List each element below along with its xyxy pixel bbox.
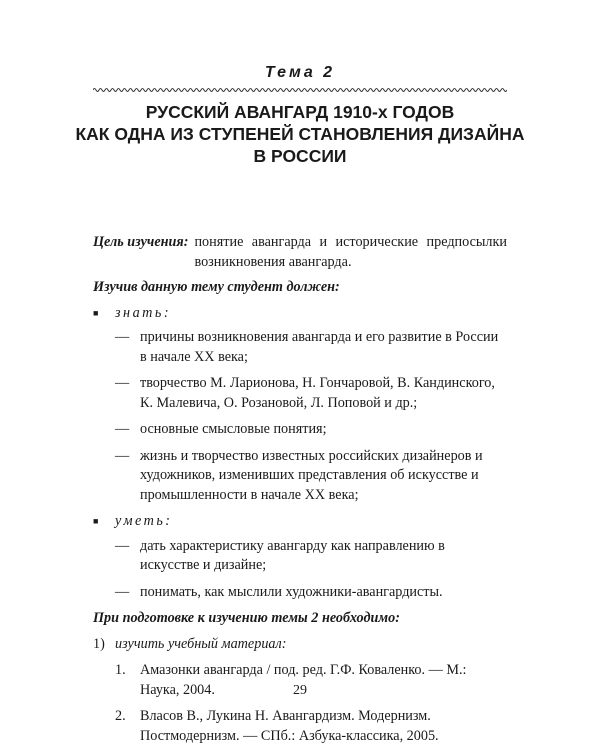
list-item <box>115 374 507 413</box>
title-line: В РОССИИ <box>253 146 347 166</box>
dash-icon: — <box>115 447 130 464</box>
page-number: 29 <box>293 683 307 698</box>
dash-icon: — <box>115 583 130 600</box>
goal-label: Цель изучения: <box>93 234 189 250</box>
know-label: знать: <box>115 304 172 321</box>
dash-icon: — <box>115 421 130 437</box>
wavy-divider <box>93 86 507 94</box>
list-item <box>115 537 507 576</box>
dash-icon: — <box>115 329 130 345</box>
dash-icon: — <box>115 375 130 391</box>
know-bullet <box>93 304 507 324</box>
reference-item <box>115 707 507 746</box>
able-label: уметь: <box>115 513 173 529</box>
reference-text: Власов В., Лукина Н. Авангардизм. Модернизм. Постмодернизм. — СПб.: Азбука-классика, 2005. <box>140 708 439 744</box>
content-body <box>93 233 507 753</box>
step-number: 1) <box>93 635 105 652</box>
list-item-text: причины возникновения авангарда и его развитие в России в начале XX века; <box>140 329 499 365</box>
dash-icon: — <box>115 537 130 554</box>
list-item-text: понимать, как мыслили художники-авангардисты. <box>140 583 443 600</box>
topic-label: Тема 2 <box>264 64 336 81</box>
list-item <box>115 328 507 367</box>
able-bullet <box>93 512 507 532</box>
list-item-text: жизнь и творчество известных российских дизайнеров и художников, изменивших представления об искусстве и промышленности в начале XX века; <box>140 447 483 503</box>
study-heading: Изучив данную тему студент должен: <box>93 279 340 295</box>
square-bullet-icon: ■ <box>93 307 99 318</box>
list-item <box>115 583 507 603</box>
prep-heading: При подготовке к изучению темы 2 необходимо: <box>93 610 400 626</box>
reference-number: 2. <box>115 708 126 724</box>
step-text: изучить учебный материал: <box>115 635 287 652</box>
list-item-text: дать характеристику авангарду как направлению в искусстве и дизайне; <box>140 537 445 573</box>
reference-number: 1. <box>115 662 126 678</box>
title-line: РУССКИЙ АВАНГАРД 1910-х ГОДОВ <box>145 102 455 122</box>
list-item <box>115 447 507 506</box>
page-title <box>60 101 540 167</box>
prep-step <box>93 635 507 655</box>
title-line: КАК ОДНА ИЗ СТУПЕНЕЙ СТАНОВЛЕНИЯ ДИЗАЙНА <box>75 124 525 144</box>
square-bullet-icon: ■ <box>93 516 99 526</box>
list-item-text: творчество М. Ларионова, Н. Гончаровой, В. Кандинского, К. Малевича, О. Розановой, Л. Поповой и др.; <box>140 375 495 411</box>
goal-row <box>93 233 507 272</box>
list-item-text: основные смысловые понятия; <box>140 421 327 437</box>
goal-text: понятие авангарда и исторические предпосылки возникновения авангарда. <box>194 234 507 270</box>
list-item <box>115 420 507 440</box>
reference-text: Амазонки авангарда / под. ред. Г.Ф. Коваленко. — М.: Наука, 2004. <box>140 662 467 698</box>
